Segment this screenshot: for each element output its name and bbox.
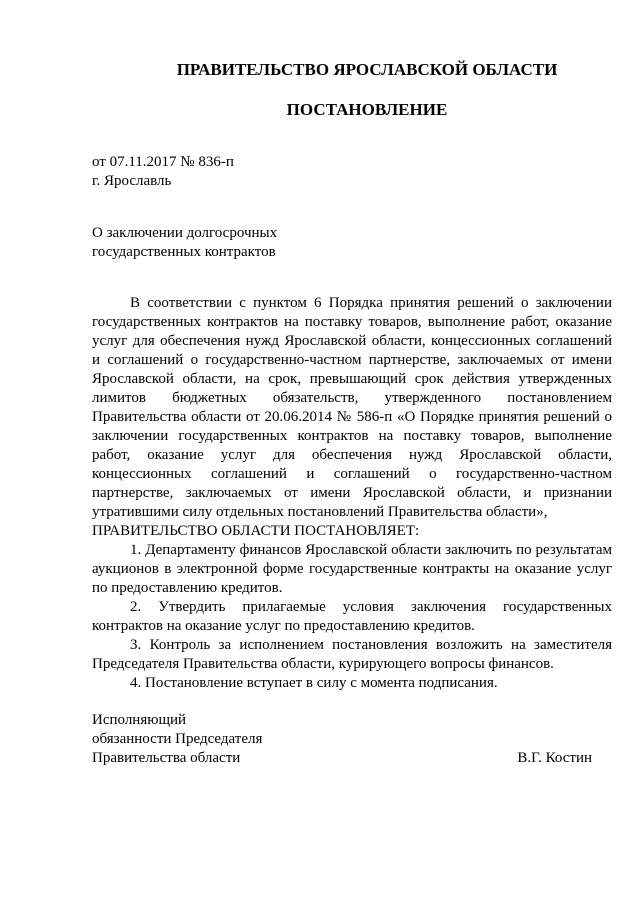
preamble-paragraph: В соответствии с пунктом 6 Порядка принятия решений о заключении государственных контрактов на поставку товаров, выполнение работ, оказание услуг для обеспечения нужд Ярославской области, концессионных соглашений и соглашений о государственно-частном партнерстве, заключаемых от имени Ярославской области, на срок, превышающий срок действия утвержденных лимитов бюджетных обязательств, утвержденного постановлением Правительства области от 20.06.2014 № 586-п «О Порядке принятия решений о заключении государственных контрактов на поставку товаров, выполнение работ, оказание услуг для обеспечения нужд Ярославской области, концессионных соглашений и соглашений о государственно-частном партнерстве, заключаемых от имени Ярославской области, и признании утратившими силу отдельных постановлений Правительства области»,: [92, 295, 612, 520]
subject-line-1: О заключении долгосрочных: [92, 225, 278, 241]
resolution-item-2: 2. Утвердить прилагаемые условия заключения государственных контрактов на оказание услуг по предоставлению кредитов.: [92, 599, 612, 634]
signatory-title-1: Исполняющий: [92, 712, 187, 728]
document-type: ПОСТАНОВЛЕНИЕ: [286, 100, 448, 119]
resolves-heading: ПРАВИТЕЛЬСТВО ОБЛАСТИ ПОСТАНОВЛЯЕТ:: [92, 523, 420, 539]
resolution-item-4: 4. Постановление вступает в силу с момента подписания.: [130, 675, 498, 691]
signatory-title-2: обязанности Председателя: [92, 731, 263, 747]
government-title: ПРАВИТЕЛЬСТВО ЯРОСЛАВСКОЙ ОБЛАСТИ: [176, 60, 558, 79]
resolution-item-3: 3. Контроль за исполнением постановления возложить на заместителя Председателя Правительства области, курирующего вопросы финансов.: [92, 637, 612, 672]
subject-line-2: государственных контрактов: [92, 244, 276, 260]
city: г. Ярославль: [92, 173, 172, 189]
signatory-title-3: Правительства области: [92, 750, 241, 766]
date-number: от 07.11.2017 № 836-п: [92, 154, 234, 170]
signature-block: [92, 711, 592, 768]
resolution-item-1: 1. Департаменту финансов Ярославской области заключить по результатам аукционов в электронной форме государственные контракты на оказание услуг по предоставлению кредитов.: [92, 542, 612, 596]
document-subject: [92, 224, 277, 262]
signatory-name: В.Г. Костин: [517, 750, 592, 766]
document-body: [92, 294, 612, 693]
document-meta: [92, 153, 234, 191]
